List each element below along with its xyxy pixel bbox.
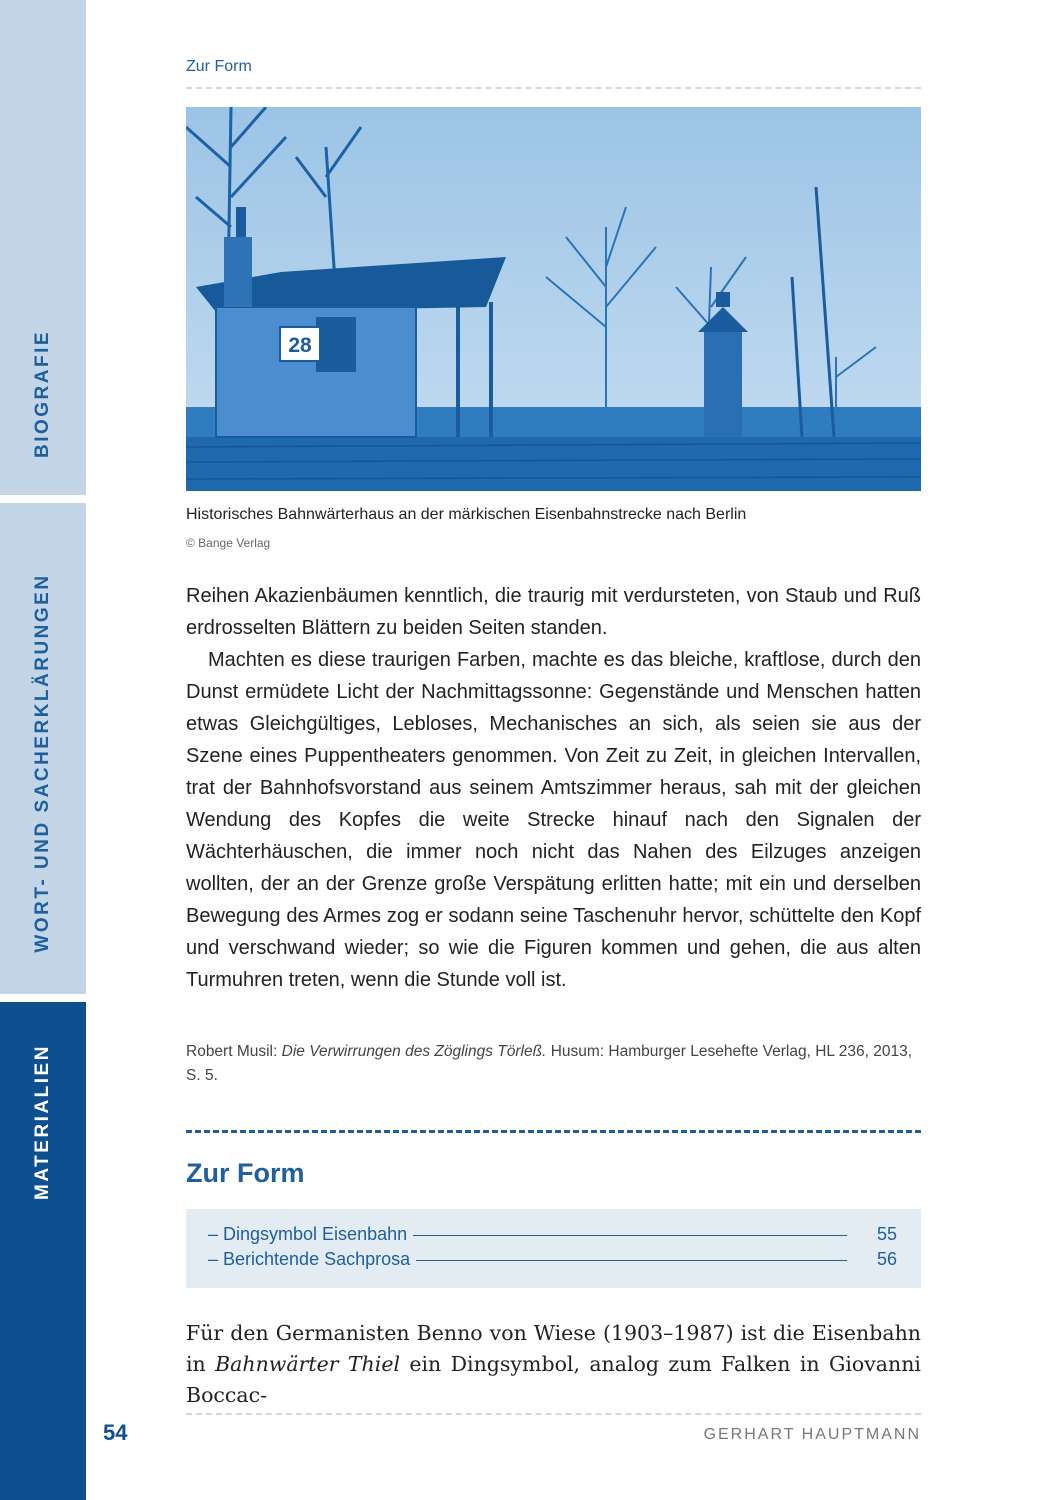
footer-divider: [186, 1413, 921, 1415]
footer-author: GERHART HAUPTMANN: [703, 1426, 921, 1443]
photo-credit: © Bange Verlag: [186, 536, 271, 550]
header-divider: [186, 87, 921, 89]
toc-leader-line: [416, 1260, 847, 1261]
section-toc: [186, 1209, 921, 1288]
running-head: Zur Form: [186, 58, 252, 75]
excerpt-text: [186, 580, 921, 996]
toc-entry-page: 55: [876, 1224, 897, 1244]
house-number-sign: 28: [288, 334, 312, 357]
toc-entry-page: 56: [876, 1249, 897, 1269]
excerpt-paragraph: Reihen Akazienbäumen kenntlich, die traurig mit verdursteten, von Staub und Ruß erdrosselten Blättern zu beiden Seiten standen.: [186, 585, 921, 639]
citation-title: Die Verwirrungen des Zöglings Törleß.: [281, 1043, 547, 1060]
sidebar: [0, 0, 86, 1500]
source-citation: [186, 1040, 921, 1088]
sidebar-tab-biografie[interactable]: [0, 0, 86, 495]
sidebar-tab-label: BIOGRAFIE: [32, 329, 53, 459]
section-divider: [186, 1130, 921, 1133]
body-text-part: Für den Germanisten Benno von Wiese (1903–1987) ist die Eisenbahn in: [186, 1321, 921, 1376]
toc-entry-label: – Berichtende Sachprosa: [208, 1249, 411, 1269]
citation-author: Robert Musil:: [186, 1043, 282, 1060]
sidebar-tab-label: MATERIALIEN: [32, 1044, 53, 1200]
sidebar-tab-label: WORT- UND SACHERKLÄRUNGEN: [32, 573, 53, 953]
toc-entry[interactable]: [208, 1249, 897, 1273]
citation-rest: Husum: Hamburger Lesehefte Verlag, HL 236, 2013, S. 5.: [186, 1043, 913, 1084]
photo-caption: Historisches Bahnwärterhaus an der märkischen Eisenbahnstrecke nach Berlin: [186, 506, 747, 523]
toc-entry[interactable]: [208, 1224, 897, 1248]
body-text-part: ein Dingsymbol, analog zum Falken in Giovanni Boccac-: [186, 1352, 921, 1407]
toc-leader-line: [413, 1235, 847, 1236]
sidebar-tab-wort-und-sacherklaerungen[interactable]: [0, 503, 86, 994]
work-title: Bahnwärter Thiel: [215, 1352, 401, 1376]
section-heading: Zur Form: [186, 1158, 305, 1188]
excerpt-paragraph: Machten es diese traurigen Farben, machte es das bleiche, kraftlose, durch den Dunst ermüdete Licht der Nachmittagssonne: Gegenstände und Menschen hatten etwas Gleichgültiges, Lebloses, Mechanisches an sich, als seien sie aus der Szene eines Puppentheaters genommen. Von Zeit zu Zeit, in gleichen Intervallen, trat der Bahnhofsvorstand aus seinem Amtszimmer heraus, sah mit der gleichen Wendung des Kopfes die weite Strecke hinauf nach den Signalen der Wächterhäuschen, die immer noch nicht das Nahen des Eilzuges anzeigen wollten, der an der Grenze große Verspätung erlitten hatte; mit ein und derselben Bewegung des Armes zog er sodann seine Taschenuhr hervor, schüttelte den Kopf und verschwand wieder; so wie die Figuren kommen und gehen, die aus alten Turmuhren treten, wenn die Stunde voll ist.: [186, 649, 921, 991]
sidebar-tab-materialien[interactable]: [0, 1002, 86, 1500]
body-paragraph: [186, 1318, 921, 1411]
toc-entry-label: – Dingsymbol Eisenbahn: [208, 1224, 408, 1244]
historic-photo: [186, 107, 921, 491]
photo-illustration: [186, 107, 921, 491]
page-number: 54: [103, 1420, 128, 1445]
